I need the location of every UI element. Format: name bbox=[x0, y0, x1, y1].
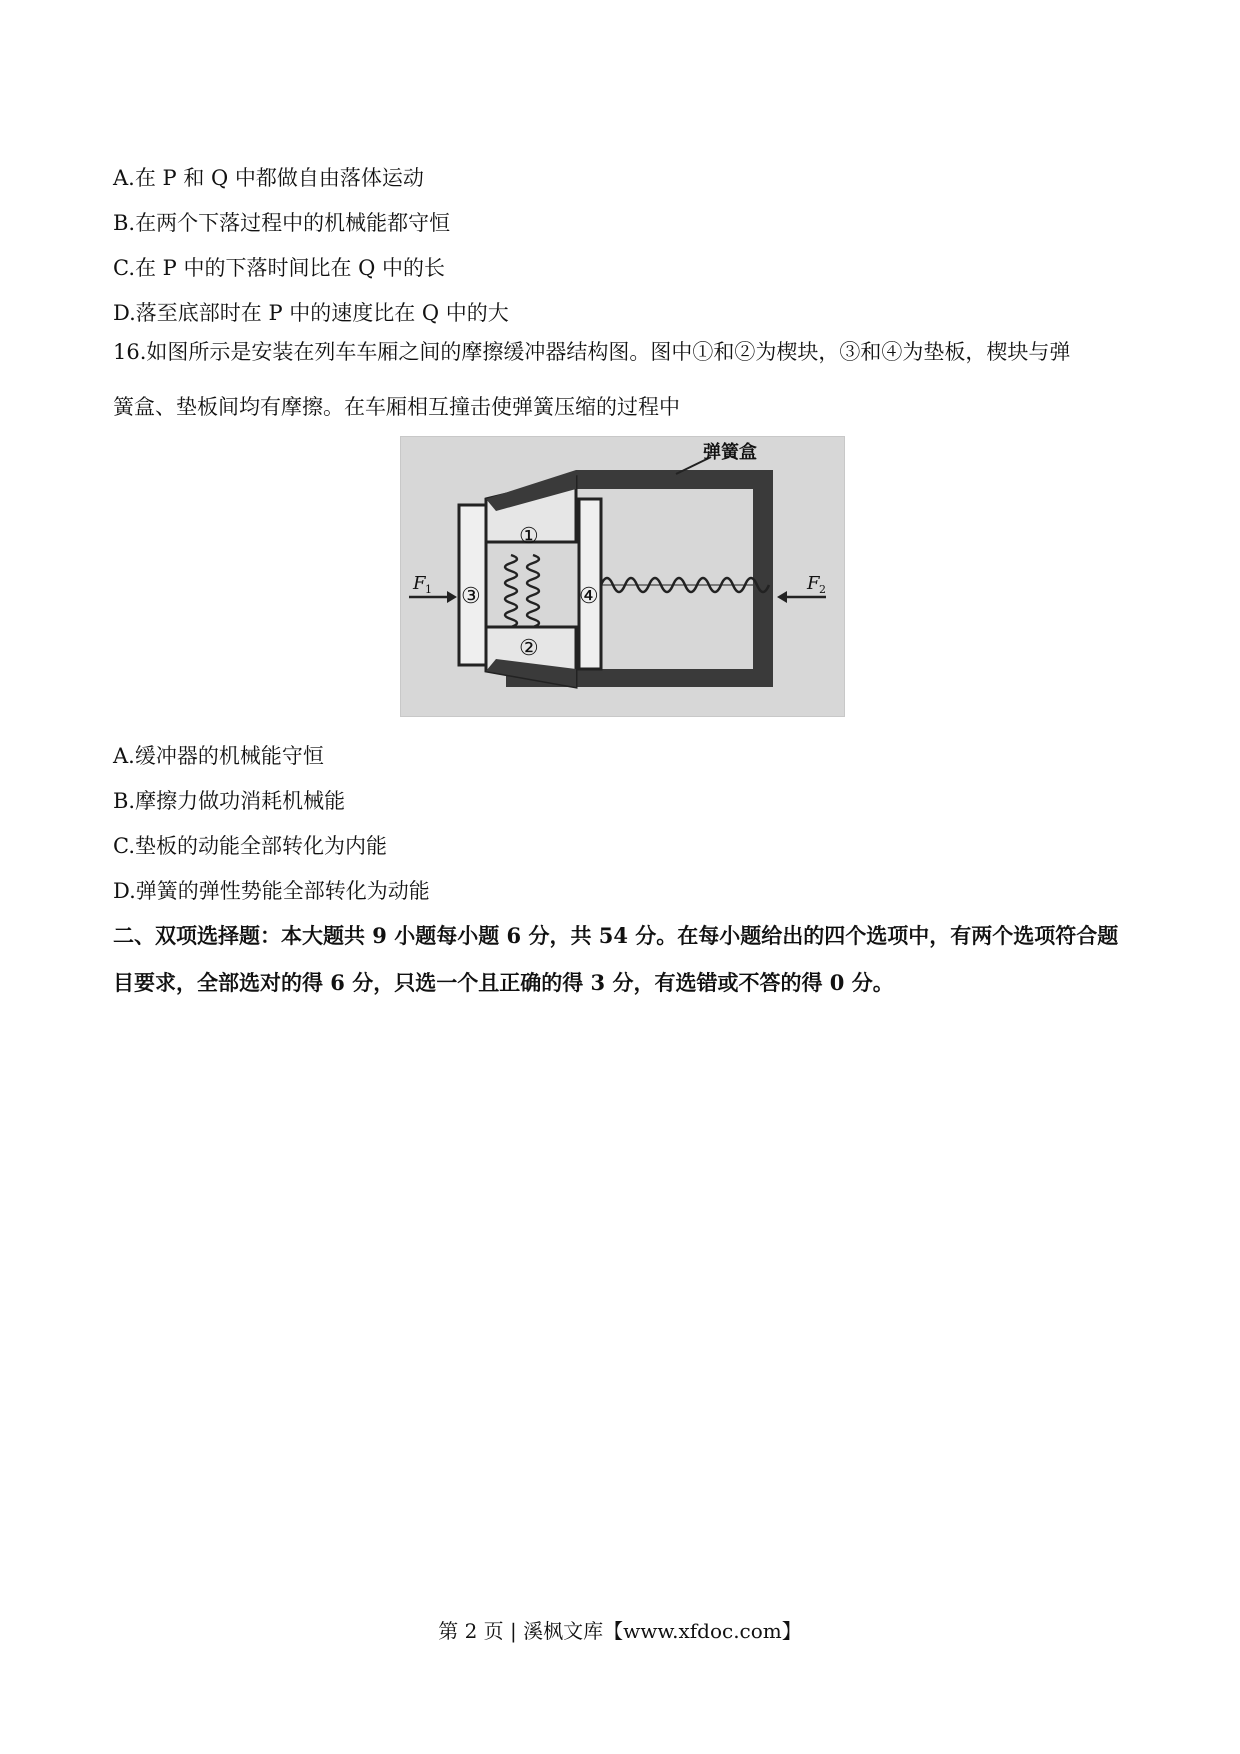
q16-option-b: B.摩擦力做功消耗机械能 bbox=[113, 789, 346, 813]
q16-option-d: D.弹簧的弹性势能全部转化为动能 bbox=[113, 879, 430, 903]
force-f1-arrowhead bbox=[447, 591, 457, 603]
small-spring bbox=[505, 555, 517, 627]
label-pad-4: ④ bbox=[579, 584, 599, 609]
label-wedge-2: ② bbox=[519, 636, 539, 661]
q16-stem-line1: 16.如图所示是安装在列车车厢之间的摩擦缓冲器结构图。图中①和②为楔块，③和④为垫板，楔块与弹 bbox=[113, 340, 1071, 364]
force-f2-arrowhead bbox=[777, 591, 787, 603]
label-f1-sub: 1 bbox=[425, 583, 432, 596]
small-spring-2 bbox=[527, 555, 539, 627]
section2-heading-line2: 目要求，全部选对的得 6 分，只选一个且正确的得 3 分，有选错或不答的得 0 分。 bbox=[113, 970, 894, 995]
q15-option-c: C.在 P 中的下落时间比在 Q 中的长 bbox=[113, 256, 446, 280]
q15-option-b: B.在两个下落过程中的机械能都守恒 bbox=[113, 211, 451, 235]
section2-heading-line1: 二、双项选择题：本大题共 9 小题每小题 6 分，共 54 分。在每小题给出的四个选项中，有两个选项符合题 bbox=[113, 923, 1119, 948]
label-pad-3: ③ bbox=[461, 584, 481, 609]
q16-option-a: A.缓冲器的机械能守恒 bbox=[113, 744, 324, 768]
friction-buffer-diagram bbox=[401, 437, 844, 716]
label-f2-sub: 2 bbox=[819, 583, 826, 596]
q16-option-c: C.垫板的动能全部转化为内能 bbox=[113, 834, 387, 858]
friction-buffer-figure bbox=[400, 436, 845, 717]
label-wedge-1: ① bbox=[519, 524, 539, 549]
q15-option-d: D.落至底部时在 P 中的速度比在 Q 中的大 bbox=[113, 301, 509, 325]
label-f1: F bbox=[413, 573, 426, 594]
label-f2: F bbox=[807, 573, 820, 594]
q16-stem-line2: 簧盒、垫板间均有摩擦。在车厢相互撞击使弹簧压缩的过程中 bbox=[113, 395, 680, 419]
page-footer: 第 2 页 | 溪枫文库【www.xfdoc.com】 bbox=[438, 1619, 802, 1643]
q15-option-a: A.在 P 和 Q 中都做自由落体运动 bbox=[113, 166, 424, 190]
label-spring-box: 弹簧盒 bbox=[703, 442, 757, 463]
